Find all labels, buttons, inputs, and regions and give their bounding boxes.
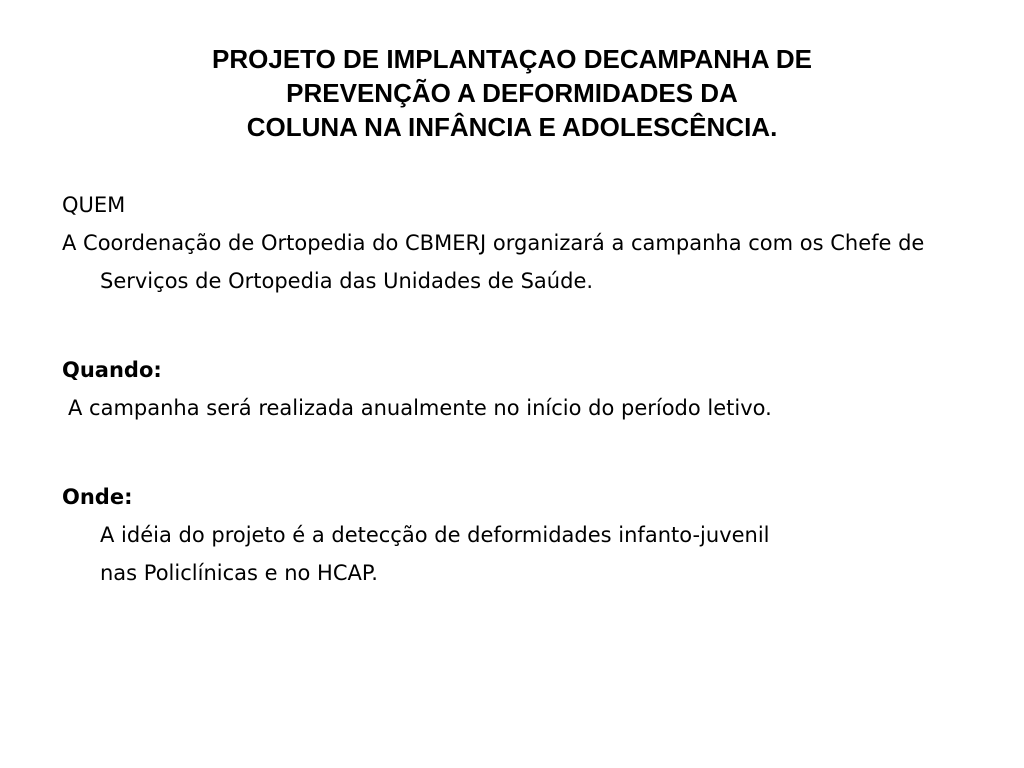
title-line-1: PROJETO DE IMPLANTAÇAO DECAMPANHA DE [212,44,812,74]
section-spacer [62,300,962,351]
section-text-quem: A Coordenação de Ortopedia do CBMERJ organizará a campanha com os Chefe de Serviços de Ortopedia das Unidades de Saúde. [62,231,925,293]
title-line-2: PREVENÇÃO A DEFORMIDADES DA [286,78,738,108]
slide-body [62,186,962,592]
section-heading-onde: Onde: [62,485,133,509]
section-heading-quando: Quando: [62,358,162,382]
section-text-quando: A campanha será realizada anualmente no início do período letivo. [68,396,772,420]
section-spacer [62,427,962,478]
title-line-3: COLUNA NA INFÂNCIA E ADOLESCÊNCIA. [246,112,778,142]
section-text-onde-line-1: A idéia do projeto é a detecção de deformidades infanto-juvenil [100,523,770,547]
section-text-onde-line-2: nas Policlínicas e no HCAP. [100,561,378,585]
section-heading-quem: QUEM [62,193,126,217]
slide-title [60,42,964,144]
